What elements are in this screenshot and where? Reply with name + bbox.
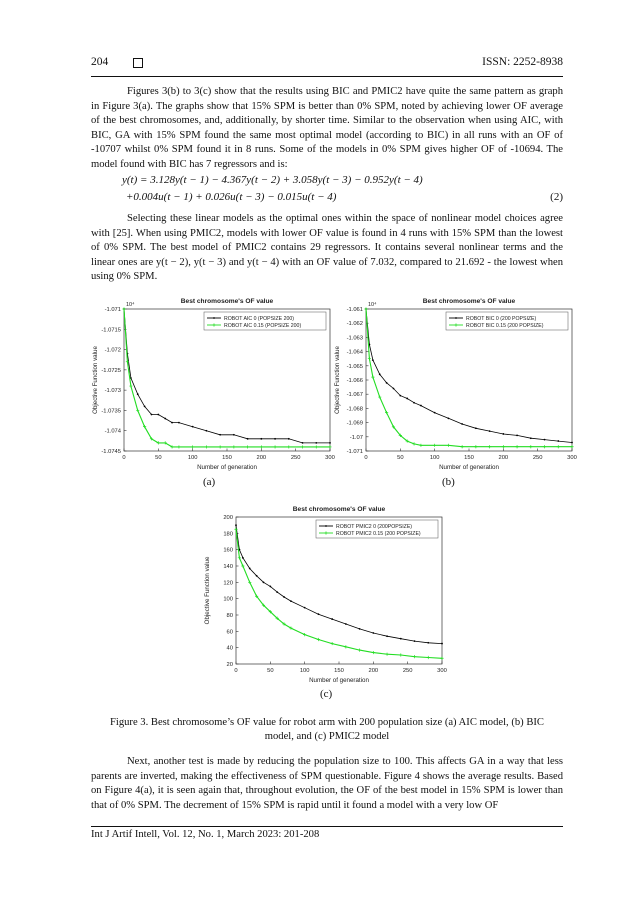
y-tick-label: -1.0715 — [101, 327, 121, 334]
y-tick-label: 80 — [226, 613, 233, 619]
y-tick-label: 120 — [223, 580, 233, 587]
page-number: 204 — [91, 56, 109, 68]
y-tick-label: 20 — [226, 662, 233, 668]
series-point — [413, 402, 415, 404]
series-point — [137, 393, 139, 395]
series-point — [420, 405, 422, 407]
series-point — [434, 412, 436, 414]
y-tick-label: -1.0745 — [101, 449, 121, 455]
y-tick-label: -1.07 — [349, 434, 363, 441]
x-tick-label: 0 — [122, 455, 126, 461]
y-tick-label: -1.074 — [104, 428, 121, 435]
equation-2 — [122, 172, 563, 206]
series-point — [269, 586, 271, 588]
legend-label: ROBOT AIC 0.15 (POPSIZE 200) — [224, 323, 302, 329]
equation-line-1: y(t) = 3.128y(t − 1) − 4.367y(t − 2) + 3.058y(t − 3) − 0.952y(t − 4) — [122, 174, 423, 186]
series-point — [502, 433, 504, 435]
series-point — [399, 395, 401, 397]
series-point — [233, 434, 235, 436]
y-tick-label: -1.062 — [346, 321, 363, 328]
series-point — [242, 557, 244, 559]
x-tick-label: 150 — [222, 455, 232, 461]
y-tick-label: 60 — [226, 629, 233, 636]
series-point — [260, 438, 262, 440]
series-point — [386, 635, 388, 637]
y-tick-label: -1.066 — [346, 378, 363, 384]
x-tick-label: 0 — [234, 668, 238, 674]
sublabel-a: (a) — [203, 476, 216, 488]
series-point — [249, 568, 251, 570]
x-tick-label: 250 — [402, 668, 413, 674]
x-tick-label: 100 — [299, 668, 310, 674]
series-point — [379, 373, 381, 375]
x-tick-label: 50 — [155, 455, 162, 461]
series-point — [372, 359, 374, 361]
chart-title: Best chromosome's OF value — [422, 298, 516, 305]
series-point — [290, 600, 292, 602]
chart-a — [88, 287, 338, 477]
series-point — [441, 643, 443, 645]
x-axis-label: Number of generation — [439, 464, 499, 471]
figure-caption: Figure 3. Best chromosome’s OF value for robot arm with 200 population size (a) AIC model, (b) BIC model, and (c) PMIC2 model — [110, 717, 544, 742]
x-tick-label: 300 — [437, 668, 447, 674]
x-tick-label: 0 — [364, 455, 368, 461]
equation-line-2: +0.004u(t − 1) + 0.026u(t − 3) − 0.015u(t − 4) — [126, 191, 337, 203]
series-point — [516, 434, 518, 436]
y-tick-label: -1.065 — [346, 363, 363, 370]
series-point — [235, 524, 237, 526]
x-tick-label: 300 — [567, 455, 577, 461]
x-axis-label: Number of generation — [309, 677, 369, 684]
series-point — [386, 382, 388, 384]
plot-area — [366, 309, 572, 451]
series-point — [178, 422, 180, 424]
series-point — [406, 398, 408, 400]
series-point — [489, 430, 491, 432]
exponent-label: 10⁴ — [368, 302, 377, 308]
chart-b-svg — [330, 287, 580, 477]
chart-c — [200, 495, 450, 690]
y-tick-label: -1.063 — [346, 335, 363, 342]
x-tick-label: 150 — [334, 668, 344, 674]
y-tick-label: -1.0725 — [101, 367, 121, 374]
series-point — [544, 439, 546, 441]
series-point — [144, 405, 146, 407]
series-point — [427, 642, 429, 644]
y-tick-label: -1.073 — [104, 388, 121, 395]
series-point — [345, 623, 347, 625]
chart-a-svg — [88, 287, 338, 477]
footer-rule — [91, 826, 563, 827]
series-point — [359, 628, 361, 630]
y-tick-label: -1.072 — [104, 347, 121, 354]
y-tick-label: 160 — [223, 547, 233, 554]
series-point — [475, 427, 477, 429]
series-point — [448, 417, 450, 419]
y-tick-label: -1.064 — [346, 349, 363, 356]
x-tick-label: 250 — [290, 455, 301, 461]
x-tick-label: 200 — [498, 455, 509, 461]
series-point — [276, 591, 278, 593]
legend-label: ROBOT BIC 0 (200 POPSIZE) — [466, 316, 537, 322]
series-point — [315, 442, 317, 444]
series-point — [461, 423, 463, 425]
x-tick-label: 250 — [532, 455, 543, 461]
y-tick-label: 200 — [223, 515, 233, 521]
equation-number: (2) — [550, 191, 563, 203]
chart-b — [330, 287, 580, 477]
issn: ISSN: 2252-8938 — [482, 56, 563, 68]
y-tick-label: 180 — [223, 531, 233, 538]
x-tick-label: 300 — [325, 455, 335, 461]
series-point — [393, 388, 395, 390]
y-tick-label: -1.067 — [346, 392, 363, 399]
y-tick-label: 100 — [223, 596, 233, 603]
series-point — [283, 596, 285, 598]
paragraph-2: Selecting these linear models as the optimal ones within the space of nonlinear model choices agree with [25]. When using PMIC2, models with lower OF value is found in 4 runs with 15% SPM than the lowest of 0% SPM. The best model of PMIC2 contains 29 regressors. It contains several nonlinear terms and the linear ones are y(t − 2), y(t − 3) and y(t − 4) with an OF value of 7.032, compared to 21.692 - the lowest when using 0% SPM. — [91, 213, 563, 283]
chart-c-svg — [200, 495, 450, 690]
x-axis-label: Number of generation — [197, 464, 257, 471]
series-point — [164, 418, 166, 420]
y-axis-label: Objective Function value — [334, 346, 341, 414]
y-tick-label: -1.068 — [346, 406, 363, 413]
legend-marker — [455, 317, 457, 319]
series-point — [263, 581, 265, 583]
x-tick-label: 200 — [368, 668, 379, 674]
series-point — [372, 632, 374, 634]
series-point — [557, 440, 559, 442]
series-point — [414, 640, 416, 642]
legend-marker — [325, 525, 327, 527]
series-point — [400, 638, 402, 640]
y-axis-label: Objective Function value — [204, 556, 211, 625]
series-point — [192, 426, 194, 428]
y-tick-label: -1.071 — [104, 307, 121, 313]
x-tick-label: 150 — [464, 455, 474, 461]
series-point — [206, 430, 208, 432]
legend-label: ROBOT PMIC2 0.15 (200 POPSIZE) — [336, 531, 421, 537]
series-point — [288, 438, 290, 440]
series-point — [274, 438, 276, 440]
paragraph-3: Next, another test is made by reducing the population size to 100. This affects GA in a way that less parents are inverted, making the effectiveness of SPM questionable. Figure 4 shows the average results. Based on Figure 4(a), it is seen again that, throughout evolution, the OF of the best model in 15% SPM is lower than that of 0% SPM. The decrement of 15% SPM is rapid until it found a model with a very low OF — [91, 756, 563, 811]
header-rule — [91, 76, 563, 77]
x-tick-label: 50 — [267, 668, 274, 674]
y-axis-label: Objective Function value — [92, 346, 99, 414]
legend-label: ROBOT PMIC2 0 (200POPSIZE) — [336, 524, 413, 530]
series-point — [318, 613, 320, 615]
plot-area — [236, 517, 442, 664]
series-point — [151, 414, 153, 416]
exponent-label: 10⁴ — [126, 302, 135, 308]
y-tick-label: -1.061 — [346, 307, 363, 313]
running-header — [91, 56, 563, 72]
square-icon — [133, 58, 143, 68]
footer-citation: Int J Artif Intell, Vol. 12, No. 1, March 2023: 201-208 — [91, 829, 320, 840]
legend-marker — [213, 317, 215, 319]
x-tick-label: 200 — [256, 455, 267, 461]
legend-label: ROBOT AIC 0 (POPSIZE 200) — [224, 316, 294, 322]
series-point — [247, 438, 249, 440]
y-tick-label: -1.069 — [346, 420, 363, 427]
y-tick-label: -1.071 — [346, 449, 363, 455]
y-tick-label: 140 — [223, 564, 233, 570]
sublabel-c: (c) — [320, 688, 333, 700]
paragraph-1: Figures 3(b) to 3(c) show that the results using BIC and PMIC2 have quite the same pattern as graph in Figure 3(a). The graphs show that 15% SPM is better than 0% SPM, noted by achieving lower OF average of the best chromosomes, and, additionally, by shorter time. Similar to the observation when using AIC, with BIC, GA with 15% SPM found the same most optimal model (according to BIC) in all runs with an OF of -10707 whilst 0% SPM found it in 8 runs. Some of the models in 0% SPM gives higher OF of -10694. The model found with BIC has 7 regressors and is: — [91, 86, 563, 170]
plot-area — [124, 309, 330, 451]
x-tick-label: 50 — [397, 455, 404, 461]
sublabel-b: (b) — [442, 476, 455, 488]
x-tick-label: 100 — [187, 455, 198, 461]
legend-label: ROBOT BIC 0.15 (200 POPSIZE) — [466, 323, 544, 329]
y-tick-label: -1.0735 — [101, 408, 121, 415]
series-point — [302, 442, 304, 444]
chart-title: Best chromosome's OF value — [180, 298, 274, 305]
chart-title: Best chromosome's OF value — [292, 506, 386, 513]
y-tick-label: 40 — [226, 645, 233, 652]
series-point — [530, 437, 532, 439]
series-point — [171, 422, 173, 424]
series-point — [219, 434, 221, 436]
series-point — [304, 607, 306, 609]
x-tick-label: 100 — [429, 455, 440, 461]
series-point — [331, 618, 333, 620]
series-point — [571, 442, 573, 444]
series-point — [256, 575, 258, 577]
series-point — [157, 414, 159, 416]
